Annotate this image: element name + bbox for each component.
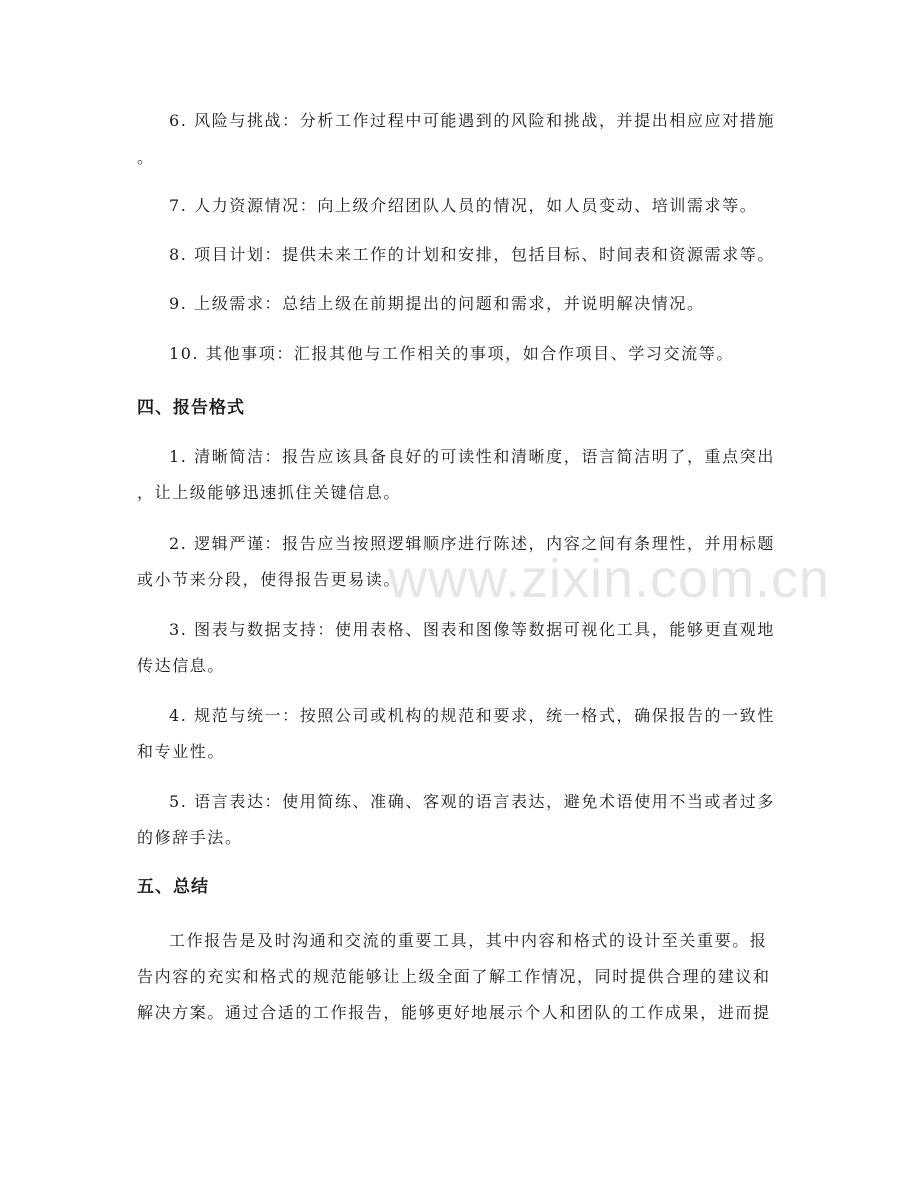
format-item-3-line-2: 传达信息。 <box>137 656 226 675</box>
section-5-heading: 五、总结 <box>137 877 209 897</box>
section-4-heading: 四、报告格式 <box>137 398 245 418</box>
item-6-line-1: 6. 风险与挑战：分析工作过程中可能遇到的风险和挑战，并提出相应应对措施 <box>169 111 775 130</box>
item-9: 9. 上级需求：总结上级在前期提出的问题和需求，并说明解决情况。 <box>169 294 705 313</box>
format-item-5-line-1: 5. 语言表达：使用简练、准确、客观的语言表达，避免术语使用不当或者过多 <box>169 792 775 811</box>
format-item-1-line-1: 1. 清晰简洁：报告应该具备良好的可读性和清晰度，语言简洁明了，重点突出 <box>169 447 775 466</box>
format-item-1-line-2: ，让上级能够迅速抓住关键信息。 <box>137 483 402 502</box>
format-item-4-line-1: 4. 规范与统一：按照公司或机构的规范和要求，统一格式，确保报告的一致性 <box>169 706 775 725</box>
item-8: 8. 项目计划：提供未来工作的计划和安排，包括目标、时间表和资源需求等。 <box>169 245 775 264</box>
format-item-4-line-2: 和专业性。 <box>137 742 226 761</box>
summary-line-1: 工作报告是及时沟通和交流的重要工具，其中内容和格式的设计至关重要。报 <box>169 931 768 950</box>
watermark: www.zixin.com.cn <box>388 549 831 609</box>
format-item-2-line-2: 或小节来分段，使得报告更易读。 <box>137 570 402 589</box>
item-6-line-2: 。 <box>137 148 155 167</box>
summary-line-2: 告内容的充实和格式的规范能够让上级全面了解工作情况，同时提供合理的建议和 <box>137 967 771 986</box>
item-7: 7. 人力资源情况：向上级介绍团队人员的情况，如人员变动、培训需求等。 <box>169 196 758 215</box>
format-item-3-line-1: 3. 图表与数据支持：使用表格、图表和图像等数据可视化工具，能够更直观地 <box>169 620 775 639</box>
format-item-2-line-1: 2. 逻辑严谨：报告应当按照逻辑顺序进行陈述，内容之间有条理性，并用标题 <box>169 534 775 553</box>
summary-line-3: 解决方案。通过合适的工作报告，能够更好地展示个人和团队的工作成果，进而提 <box>137 1003 771 1022</box>
format-item-5-line-2: 的修辞手法。 <box>137 828 243 847</box>
item-10: 10. 其他事项：汇报其他与工作相关的事项，如合作项目、学习交流等。 <box>169 344 734 363</box>
